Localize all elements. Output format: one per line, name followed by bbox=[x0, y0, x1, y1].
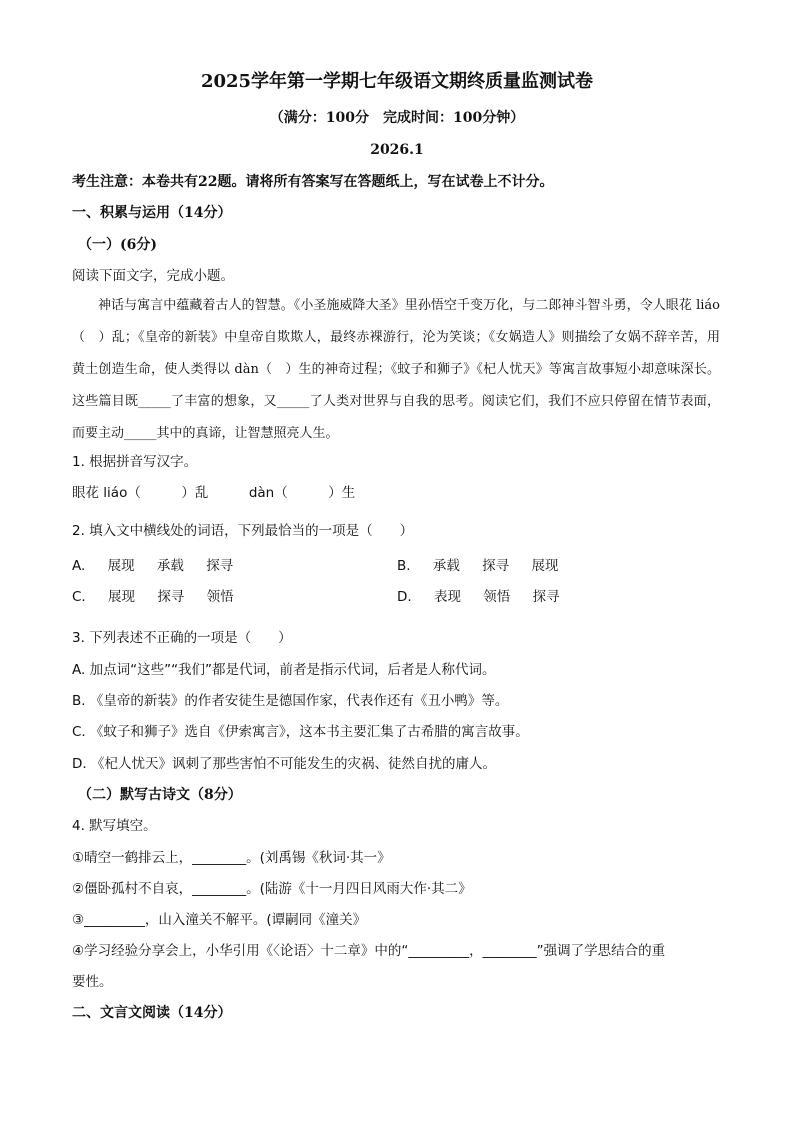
reading-passage bbox=[72, 290, 720, 450]
q3-stem: 3. 下列表述不正确的一项是（ ） bbox=[72, 630, 292, 646]
q3-option-a[interactable]: A. 加点词“这些”“我们”都是代词，前者是指示代词，后者是人称代词。 bbox=[72, 662, 496, 678]
option-word: 承载 bbox=[156, 558, 184, 574]
option-letter: A. bbox=[72, 558, 86, 574]
q2-stem: 2. 填入文中横线处的词语，下列最恰当的一项是（ ） bbox=[72, 523, 414, 539]
exam-title: 2025学年第一学期七年级语文期终质量监测试卷 bbox=[200, 71, 594, 92]
q2-option-b[interactable] bbox=[397, 556, 558, 576]
exam-date: 2026.1 bbox=[370, 142, 424, 158]
option-word: 领悟 bbox=[483, 589, 511, 605]
section1-heading: 一、积累与运用（14分） bbox=[72, 205, 232, 221]
option-word: 表现 bbox=[433, 589, 461, 605]
option-word: 展现 bbox=[107, 558, 135, 574]
option-letter: B. bbox=[397, 558, 411, 574]
q1-answer-line: 眼花 liáo（ ）乱 dàn（ ）生 bbox=[72, 485, 356, 501]
exam-subtitle: （满分：100分 完成时间：100分钟） bbox=[269, 110, 525, 126]
q1-stem: 1. 根据拼音写汉字。 bbox=[72, 454, 198, 470]
part1-instruction: 阅读下面文字，完成小题。 bbox=[72, 268, 234, 284]
q4-item-4: ④学习经验分享会上，小华引用《〈论语〉十二章》中的“_________，________”强调了学思结合的重 bbox=[72, 943, 666, 959]
q4-item-2: ②僵卧孤村不自哀，________。(陆游《十一月四日风雨大作·其二》 bbox=[72, 881, 472, 897]
option-word: 探寻 bbox=[206, 558, 234, 574]
passage-text: 神话与寓言中蕴藏着古人的智慧。《小圣施威降大圣》里孙悟空千变万化，与二郎神斗智斗勇，令人眼花 liáo（ ）乱；《皇帝的新装》中皇帝自欺欺人，最终赤裸游行，沦为笑谈；《女娲造人》则描绘了女娲不辞辛苦，用黄土创造生命，使人类得以 dàn（ ）生的神奇过程；《蚊子和狮子》《杞人忧天》等寓言故事短小却意味深长。这些篇目既_____了丰富的想象，又_____了人类对世界与自我的思考。阅读它们，我们不应只停留在情节表面，而要主动_____其中的真谛，让智慧照亮人生。 bbox=[72, 298, 720, 441]
option-word: 领悟 bbox=[206, 589, 234, 605]
option-word: 承载 bbox=[432, 558, 460, 574]
part1-heading: （一）(6分) bbox=[78, 237, 157, 253]
q2-option-a[interactable] bbox=[72, 556, 233, 576]
q2-option-c[interactable] bbox=[72, 587, 234, 607]
option-letter: D. bbox=[397, 589, 412, 605]
option-letter: C. bbox=[72, 589, 86, 605]
q4-item-3: ③_________，山入潼关不解平。(谭嗣同《潼关》 bbox=[72, 912, 367, 928]
option-word: 探寻 bbox=[157, 589, 185, 605]
q3-option-d[interactable]: D. 《杞人忧天》讽刺了那些害怕不可能发生的灾祸、徒然自扰的庸人。 bbox=[72, 756, 496, 772]
option-word: 展现 bbox=[531, 558, 559, 574]
q4-item-4-cont: 要性。 bbox=[72, 974, 113, 990]
option-word: 探寻 bbox=[482, 558, 510, 574]
q4-item-1: ①晴空一鹤排云上，________。(刘禹锡《秋词·其一》 bbox=[72, 850, 391, 866]
q3-option-c[interactable]: C. 《蚊子和狮子》选自《伊索寓言》，这本书主要汇集了古希腊的寓言故事。 bbox=[72, 724, 529, 740]
option-word: 探寻 bbox=[532, 589, 560, 605]
option-word: 展现 bbox=[108, 589, 136, 605]
section2-heading: 二、文言文阅读（14分） bbox=[72, 1005, 232, 1021]
part2-heading: （二）默写古诗文（8分） bbox=[78, 787, 242, 803]
q2-option-d[interactable] bbox=[397, 587, 560, 607]
q4-stem: 4. 默写填空。 bbox=[72, 818, 157, 834]
q3-option-b[interactable]: B. 《皇帝的新装》的作者安徒生是德国作家，代表作还有《丑小鸭》等。 bbox=[72, 693, 509, 709]
exam-notice: 考生注意：本卷共有22题。请将所有答案写在答题纸上，写在试卷上不计分。 bbox=[72, 174, 554, 190]
